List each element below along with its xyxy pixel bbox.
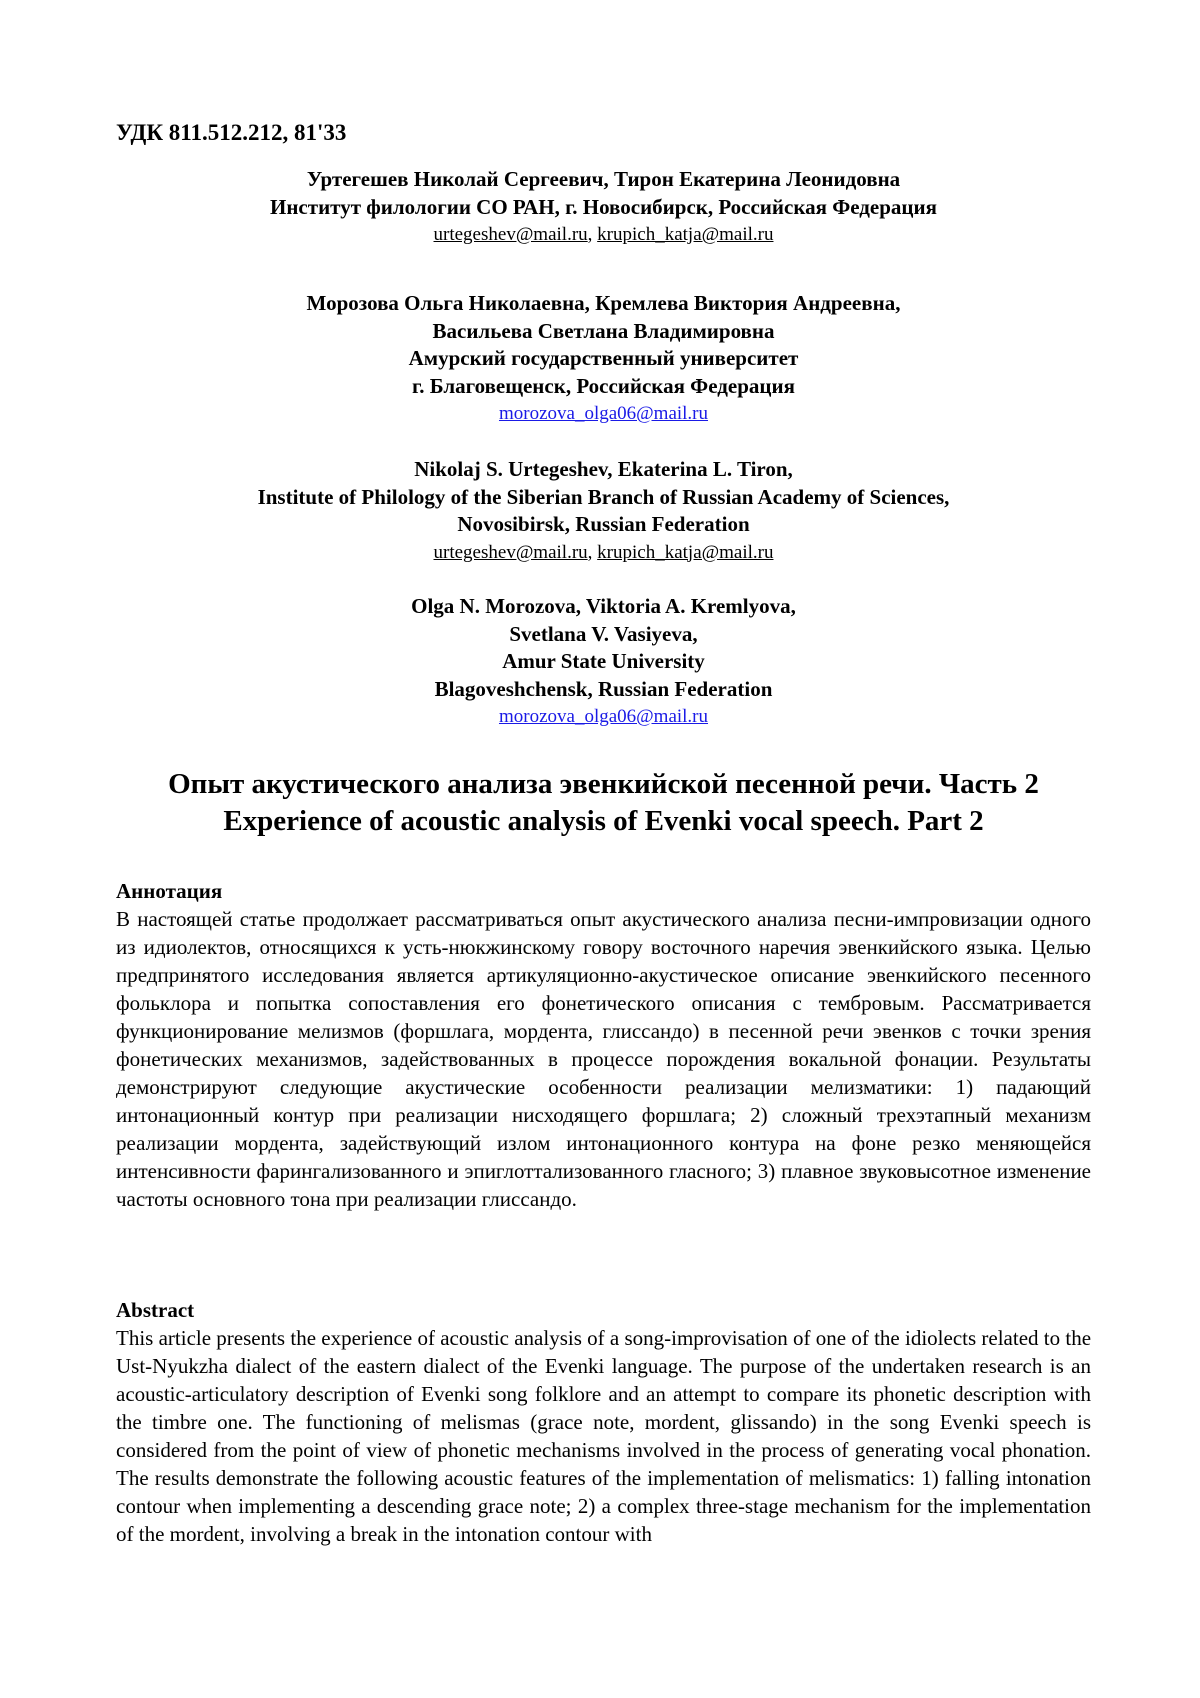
author-names: Olga N. Morozova, Viktoria A. Kremlyova, xyxy=(116,593,1091,621)
author-block-4 xyxy=(116,593,1091,730)
abstract-text: This article presents the experience of acoustic analysis of a song-improvisation of one of the idiolects related to the Ust-Nyukzha dialect of the eastern dialect of the Evenki language. The purpose of the undertaken research is an acoustic-articulatory description of Evenki song folklore and an attempt to compare its phonetic description with the timbre one. The functioning of melismas (grace note, mordent, glissando) in the song Evenki speech is considered from the point of view of phonetic mechanisms involved in the process of generating vocal phonation. The results demonstrate the following acoustic features of the implementation of melismatics: 1) falling intonation contour when implementing a descending grace note; 2) a complex three-stage mechanism for the implementation of the mordent, involving a break in the intonation contour with xyxy=(116,1324,1091,1548)
email-link[interactable]: krupich_katja@mail.ru xyxy=(597,542,773,563)
author-affiliation: Амурский государственный университет xyxy=(116,345,1091,373)
author-block-1 xyxy=(116,166,1091,248)
author-names: Уртегешев Николай Сергеевич, Тирон Екатерина Леонидовна xyxy=(116,166,1091,194)
title-en: Experience of acoustic analysis of Evenki vocal speech. Part 2 xyxy=(116,803,1091,840)
email-link[interactable]: morozova_olga06@mail.ru xyxy=(499,706,708,727)
author-emails xyxy=(116,703,1091,730)
author-location: Novosibirsk, Russian Federation xyxy=(116,511,1091,539)
author-location: Blagoveshchensk, Russian Federation xyxy=(116,676,1091,704)
annotation-section xyxy=(116,877,1091,1213)
author-emails xyxy=(116,539,1091,566)
author-emails xyxy=(116,221,1091,248)
author-names: Морозова Ольга Николаевна, Кремлева Виктория Андреевна, xyxy=(116,290,1091,318)
annotation-text: В настоящей статье продолжает рассматриваться опыт акустического анализа песни-импровизации одного из идиолектов, относящихся к усть-нюкжинскому говору восточного наречия эвенкийского языка. Целью предпринятого исследования является артикуляционно-акустическое описание эвенкийского песенного фольклора и попытка сопоставления его фонетического описания с тембровым. Рассматривается функционирование мелизмов (форшлага, мордента, глиссандо) в песенной речи эвенков с точки зрения фонетических механизмов, задействованных в процессе порождения вокальной фонации. Результаты демонстрируют следующие акустические особенности реализации мелизматики: 1) падающий интонационный контур при реализации нисходящего форшлага; 2) сложный трехэтапный механизм реализации мордента, задействующий излом интонационного контура на фоне резко меняющейся интенсивности фарингализованного и эпиглоттализованного гласного; 3) плавное звуковысотное изменение частоты основного тона при реализации глиссандо. xyxy=(116,905,1091,1213)
author-names: Васильева Светлана Владимировна xyxy=(116,318,1091,346)
title-ru: Опыт акустического анализа эвенкийской песенной речи. Часть 2 xyxy=(116,766,1091,803)
email-link[interactable]: morozova_olga06@mail.ru xyxy=(499,403,708,424)
email-link[interactable]: krupich_katja@mail.ru xyxy=(597,224,773,245)
abstract-heading: Abstract xyxy=(116,1296,1091,1324)
author-names: Svetlana V. Vasiyeva, xyxy=(116,621,1091,649)
author-location: г. Благовещенск, Российская Федерация xyxy=(116,373,1091,401)
paper-title xyxy=(116,766,1091,840)
abstract-section xyxy=(116,1296,1091,1548)
author-block-2 xyxy=(116,290,1091,427)
udk-code: УДК 811.512.212, 81'33 xyxy=(116,120,346,146)
email-separator: , xyxy=(588,224,598,245)
author-affiliation: Институт филологии СО РАН, г. Новосибирск, Российская Федерация xyxy=(116,194,1091,222)
page xyxy=(0,0,1200,1698)
author-block-3 xyxy=(116,456,1091,566)
email-link[interactable]: urtegeshev@mail.ru xyxy=(434,542,588,563)
annotation-heading: Аннотация xyxy=(116,877,1091,905)
author-affiliation: Institute of Philology of the Siberian Branch of Russian Academy of Sciences, xyxy=(116,484,1091,512)
author-affiliation: Amur State University xyxy=(116,648,1091,676)
email-link[interactable]: urtegeshev@mail.ru xyxy=(434,224,588,245)
email-separator: , xyxy=(588,542,598,563)
author-names: Nikolaj S. Urtegeshev, Ekaterina L. Tiron, xyxy=(116,456,1091,484)
author-emails xyxy=(116,400,1091,427)
